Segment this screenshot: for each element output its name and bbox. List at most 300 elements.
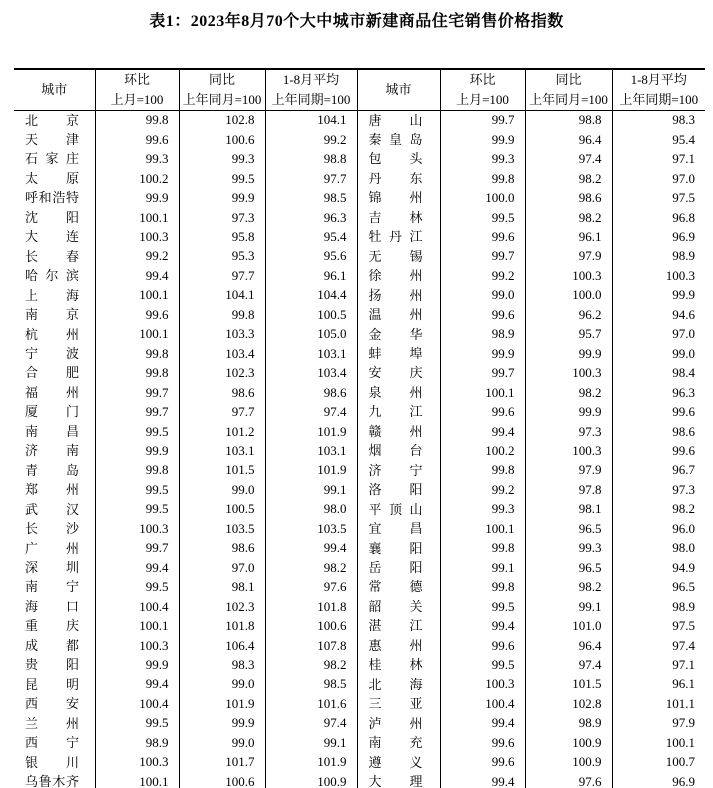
mom-value-cell: 99.6 (440, 734, 525, 753)
yoy-value-cell: 101.2 (179, 422, 265, 441)
yoy-value-cell: 103.3 (179, 325, 265, 344)
yoy-value-cell: 97.4 (525, 150, 612, 169)
avg-value-cell: 98.6 (265, 383, 357, 402)
mom-value-cell: 99.3 (440, 500, 525, 519)
city-name: 扬州 (368, 287, 423, 303)
mom-value-cell: 99.4 (95, 558, 179, 577)
city-cell (14, 383, 95, 402)
yoy-value-cell: 98.2 (525, 383, 612, 402)
avg-value-cell: 99.0 (672, 345, 695, 361)
table-title: 表1：2023年8月70个大中城市新建商品住宅销售价格指数 (149, 13, 564, 30)
avg-value-cell: 97.0 (672, 170, 695, 186)
table-header (14, 69, 705, 111)
avg-value-cell: 98.2 (265, 656, 357, 675)
table-row (14, 753, 705, 772)
table-row (14, 636, 705, 655)
city-cell (14, 130, 95, 149)
table-row (14, 306, 705, 325)
avg-value-cell: 103.5 (265, 520, 357, 539)
city-cell (357, 364, 440, 383)
city-name: 重庆 (25, 618, 79, 634)
city-cell (357, 675, 440, 694)
city-name: 长沙 (25, 521, 79, 537)
avg-value-cell: 96.3 (672, 384, 695, 400)
avg-value-cell: 99.2 (265, 130, 357, 149)
yoy-value-cell: 97.9 (525, 461, 612, 480)
city-name: 长春 (25, 248, 79, 264)
yoy-value-cell: 99.9 (525, 403, 612, 422)
city-cell (357, 772, 440, 788)
city-name: 贵阳 (25, 657, 79, 673)
table-row (14, 442, 705, 461)
avg-value-cell: 95.4 (265, 228, 357, 247)
col-header-mom-left: 环比 (95, 69, 179, 90)
city-name: 太原 (25, 170, 79, 186)
mom-value-cell: 99.7 (95, 539, 179, 558)
city-cell (357, 403, 440, 422)
city-name: 青岛 (25, 462, 79, 478)
mom-value-cell: 99.4 (440, 772, 525, 788)
avg-value-cell: 97.5 (672, 618, 695, 634)
city-cell (357, 130, 440, 149)
col-header-mom-right: 环比 (440, 69, 525, 90)
yoy-value-cell: 102.3 (179, 364, 265, 383)
col-header-city-right: 城市 (357, 69, 440, 111)
city-cell (357, 247, 440, 266)
avg-value-cell: 100.7 (665, 754, 695, 770)
yoy-value-cell: 102.8 (179, 111, 265, 131)
avg-value-cell: 98.0 (265, 500, 357, 519)
yoy-value-cell: 97.3 (525, 422, 612, 441)
yoy-value-cell: 100.3 (525, 364, 612, 383)
mom-value-cell: 100.3 (95, 753, 179, 772)
yoy-value-cell: 97.8 (525, 481, 612, 500)
mom-value-cell: 99.8 (440, 539, 525, 558)
yoy-value-cell: 100.3 (525, 442, 612, 461)
yoy-value-cell: 100.6 (179, 130, 265, 149)
city-cell (14, 364, 95, 383)
city-name: 牡丹江 (368, 229, 423, 245)
table-row (14, 325, 705, 344)
avg-value-cell: 96.7 (672, 462, 695, 478)
avg-value-cell: 105.0 (265, 325, 357, 344)
city-cell (14, 675, 95, 694)
yoy-value-cell: 99.3 (179, 150, 265, 169)
city-name: 南充 (368, 735, 423, 751)
city-name: 泸州 (368, 715, 423, 731)
yoy-value-cell: 98.3 (179, 656, 265, 675)
yoy-value-cell: 101.9 (179, 695, 265, 714)
mom-value-cell: 99.5 (440, 656, 525, 675)
table-row (14, 617, 705, 636)
yoy-value-cell: 98.1 (179, 578, 265, 597)
avg-value-cell: 98.9 (672, 248, 695, 264)
city-cell (14, 597, 95, 616)
city-name: 常德 (368, 579, 423, 595)
avg-value-cell: 97.7 (265, 169, 357, 188)
table-row (14, 286, 705, 305)
avg-value-cell: 101.9 (265, 422, 357, 441)
avg-value-cell: 95.6 (265, 247, 357, 266)
yoy-value-cell: 98.1 (525, 500, 612, 519)
mom-value-cell: 99.6 (440, 753, 525, 772)
table-row (14, 520, 705, 539)
city-name: 成都 (25, 637, 79, 653)
yoy-value-cell: 97.0 (179, 558, 265, 577)
yoy-value-cell: 100.3 (525, 267, 612, 286)
city-cell (14, 636, 95, 655)
yoy-value-cell: 101.5 (179, 461, 265, 480)
yoy-value-cell: 96.5 (525, 520, 612, 539)
city-name: 赣州 (368, 423, 423, 439)
yoy-value-cell: 95.7 (525, 325, 612, 344)
avg-value-cell: 98.4 (672, 365, 695, 381)
avg-value-cell: 101.1 (665, 695, 695, 711)
city-name: 泉州 (368, 384, 423, 400)
table-row (14, 675, 705, 694)
col-header-city-left: 城市 (14, 69, 95, 111)
city-name: 西宁 (25, 735, 79, 751)
mom-value-cell: 99.6 (440, 636, 525, 655)
city-cell (14, 520, 95, 539)
city-cell (357, 636, 440, 655)
city-cell (357, 539, 440, 558)
city-cell (14, 344, 95, 363)
yoy-value-cell: 99.9 (179, 714, 265, 733)
avg-value-cell: 97.4 (265, 714, 357, 733)
avg-value-cell: 101.9 (265, 753, 357, 772)
avg-value-cell: 101.9 (265, 461, 357, 480)
city-cell (357, 325, 440, 344)
city-name: 南昌 (25, 423, 79, 439)
mom-value-cell: 99.7 (95, 403, 179, 422)
mom-value-cell: 99.7 (440, 364, 525, 383)
table-row (14, 344, 705, 363)
avg-value-cell: 97.6 (265, 578, 357, 597)
city-name: 郑州 (25, 482, 79, 498)
mom-value-cell: 99.6 (440, 228, 525, 247)
yoy-value-cell: 99.8 (179, 306, 265, 325)
mom-value-cell: 99.1 (440, 558, 525, 577)
mom-value-cell: 100.1 (95, 286, 179, 305)
city-cell (14, 150, 95, 169)
yoy-value-cell: 99.9 (525, 344, 612, 363)
table-row (14, 364, 705, 383)
yoy-value-cell: 101.0 (525, 617, 612, 636)
yoy-value-cell: 103.5 (179, 520, 265, 539)
city-name: 福州 (25, 384, 79, 400)
city-name: 遵义 (368, 754, 423, 770)
city-cell (357, 461, 440, 480)
mom-value-cell: 99.7 (440, 111, 525, 131)
avg-value-cell: 96.9 (672, 228, 695, 244)
avg-value-cell: 97.1 (672, 656, 695, 672)
mom-value-cell: 99.9 (95, 656, 179, 675)
avg-value-cell: 99.6 (672, 404, 695, 420)
table-row (14, 558, 705, 577)
city-name: 沈阳 (25, 209, 79, 225)
yoy-value-cell: 96.2 (525, 306, 612, 325)
avg-value-cell: 97.3 (672, 481, 695, 497)
city-cell (14, 481, 95, 500)
yoy-value-cell: 104.1 (179, 286, 265, 305)
city-cell (14, 189, 95, 208)
yoy-value-cell: 95.8 (179, 228, 265, 247)
table-row (14, 695, 705, 714)
city-cell (357, 520, 440, 539)
city-name: 唐山 (368, 112, 423, 128)
mom-value-cell: 99.5 (95, 481, 179, 500)
yoy-value-cell: 102.3 (179, 597, 265, 616)
avg-value-cell: 97.0 (672, 326, 695, 342)
city-name: 合肥 (25, 365, 79, 381)
city-name: 洛阳 (368, 482, 423, 498)
city-name: 安庆 (368, 365, 423, 381)
city-cell (14, 442, 95, 461)
yoy-value-cell: 97.4 (525, 656, 612, 675)
city-cell (14, 558, 95, 577)
avg-value-cell: 101.8 (265, 597, 357, 616)
city-name: 武汉 (25, 501, 79, 517)
avg-value-cell: 96.3 (265, 208, 357, 227)
avg-value-cell: 100.9 (265, 772, 357, 788)
avg-value-cell: 97.1 (672, 151, 695, 167)
mom-value-cell: 100.1 (95, 208, 179, 227)
yoy-value-cell: 98.2 (525, 578, 612, 597)
avg-value-cell: 94.9 (672, 559, 695, 575)
yoy-value-cell: 97.3 (179, 208, 265, 227)
table-row (14, 714, 705, 733)
mom-value-cell: 100.2 (440, 442, 525, 461)
table-row (14, 208, 705, 227)
city-cell (14, 656, 95, 675)
table-row (14, 169, 705, 188)
avg-value-cell: 97.9 (672, 715, 695, 731)
city-cell (14, 539, 95, 558)
city-name: 杭州 (25, 326, 79, 342)
avg-value-cell: 96.5 (672, 579, 695, 595)
table-row (14, 150, 705, 169)
mom-value-cell: 99.7 (440, 247, 525, 266)
mom-value-cell: 98.9 (440, 325, 525, 344)
table-row (14, 383, 705, 402)
mom-value-cell: 99.7 (95, 383, 179, 402)
yoy-value-cell: 96.4 (525, 130, 612, 149)
col-header-avg-right: 1-8月平均 (630, 72, 687, 87)
mom-value-cell: 100.3 (95, 636, 179, 655)
city-cell (14, 617, 95, 636)
mom-value-cell: 99.8 (95, 344, 179, 363)
yoy-value-cell: 100.0 (525, 286, 612, 305)
col-header-avg-left: 1-8月平均 (265, 69, 357, 90)
mom-value-cell: 100.1 (440, 520, 525, 539)
city-name: 吉林 (368, 209, 423, 225)
city-cell (14, 500, 95, 519)
col-subheader-avg-base-right: 上年同期=100 (612, 90, 705, 111)
city-cell (357, 753, 440, 772)
mom-value-cell: 100.3 (95, 520, 179, 539)
city-cell (14, 461, 95, 480)
mom-value-cell: 99.4 (440, 617, 525, 636)
mom-value-cell: 99.8 (440, 461, 525, 480)
avg-value-cell: 96.9 (672, 773, 695, 788)
mom-value-cell: 100.4 (95, 597, 179, 616)
avg-value-cell: 98.3 (672, 112, 695, 128)
mom-value-cell: 99.4 (440, 422, 525, 441)
avg-value-cell: 104.1 (265, 111, 357, 131)
mom-value-cell: 99.8 (440, 169, 525, 188)
city-cell (14, 169, 95, 188)
city-cell (357, 267, 440, 286)
avg-value-cell: 103.1 (265, 344, 357, 363)
city-name: 宜昌 (368, 521, 423, 537)
city-name: 无锡 (368, 248, 423, 264)
yoy-value-cell: 106.4 (179, 636, 265, 655)
table-row (14, 247, 705, 266)
yoy-value-cell: 97.6 (525, 772, 612, 788)
city-name: 平顶山 (368, 501, 423, 517)
avg-value-cell: 96.1 (672, 676, 695, 692)
mom-value-cell: 99.4 (440, 714, 525, 733)
yoy-value-cell: 96.5 (525, 558, 612, 577)
mom-value-cell: 100.3 (440, 675, 525, 694)
yoy-value-cell: 101.7 (179, 753, 265, 772)
mom-value-cell: 99.9 (95, 189, 179, 208)
mom-value-cell: 98.9 (95, 734, 179, 753)
city-cell (14, 306, 95, 325)
yoy-value-cell: 99.5 (179, 169, 265, 188)
city-name: 桂林 (368, 657, 423, 673)
mom-value-cell: 99.8 (95, 461, 179, 480)
avg-value-cell: 96.1 (265, 267, 357, 286)
avg-value-cell: 95.4 (672, 131, 695, 147)
yoy-value-cell: 103.1 (179, 442, 265, 461)
yoy-value-cell: 103.4 (179, 344, 265, 363)
table-row (14, 656, 705, 675)
table-row (14, 481, 705, 500)
mom-value-cell: 99.9 (440, 130, 525, 149)
yoy-value-cell: 99.9 (179, 189, 265, 208)
yoy-value-cell: 98.8 (525, 111, 612, 131)
table-row (14, 539, 705, 558)
city-name: 蚌埠 (368, 346, 423, 361)
mom-value-cell: 99.5 (95, 500, 179, 519)
mom-value-cell: 99.3 (95, 150, 179, 169)
city-cell (357, 111, 440, 131)
city-name: 海口 (25, 598, 79, 614)
city-cell (357, 558, 440, 577)
city-cell (357, 189, 440, 208)
table-row (14, 734, 705, 753)
mom-value-cell: 99.3 (440, 150, 525, 169)
mom-value-cell: 100.1 (95, 325, 179, 344)
mom-value-cell: 100.0 (440, 189, 525, 208)
city-cell (357, 228, 440, 247)
city-name: 包头 (368, 151, 423, 167)
city-name: 厦门 (25, 404, 79, 420)
city-cell (14, 714, 95, 733)
table-row (14, 500, 705, 519)
mom-value-cell: 99.6 (440, 306, 525, 325)
city-cell (357, 422, 440, 441)
yoy-value-cell: 102.8 (525, 695, 612, 714)
table-row (14, 578, 705, 597)
mom-value-cell: 100.1 (95, 772, 179, 788)
city-cell (357, 734, 440, 753)
table-row (14, 189, 705, 208)
table-row (14, 228, 705, 247)
city-name: 锦州 (368, 190, 423, 206)
mom-value-cell: 99.8 (95, 111, 179, 131)
yoy-value-cell: 95.3 (179, 247, 265, 266)
avg-value-cell: 104.4 (265, 286, 357, 305)
mom-value-cell: 100.1 (440, 383, 525, 402)
yoy-value-cell: 100.5 (179, 500, 265, 519)
city-name: 哈尔滨 (25, 268, 79, 284)
city-cell (14, 111, 95, 131)
table-row (14, 403, 705, 422)
mom-value-cell: 99.6 (440, 403, 525, 422)
avg-value-cell: 98.8 (265, 150, 357, 169)
yoy-value-cell: 98.9 (525, 714, 612, 733)
avg-value-cell: 100.3 (665, 267, 695, 283)
city-name: 昆明 (25, 676, 79, 692)
avg-value-cell: 97.4 (672, 637, 695, 653)
mom-value-cell: 99.5 (95, 714, 179, 733)
yoy-value-cell: 100.9 (525, 753, 612, 772)
city-cell (14, 208, 95, 227)
mom-value-cell: 99.0 (440, 286, 525, 305)
yoy-value-cell: 99.0 (179, 734, 265, 753)
table-row (14, 422, 705, 441)
city-cell (14, 753, 95, 772)
city-name: 徐州 (368, 268, 423, 284)
col-subheader-yoy-base-right: 上年同月=100 (525, 90, 612, 111)
mom-value-cell: 99.5 (95, 578, 179, 597)
yoy-value-cell: 96.4 (525, 636, 612, 655)
city-name: 济南 (25, 443, 79, 459)
yoy-value-cell: 97.9 (525, 247, 612, 266)
mom-value-cell: 99.5 (95, 422, 179, 441)
avg-value-cell: 100.6 (265, 617, 357, 636)
city-cell (357, 695, 440, 714)
city-name: 韶关 (368, 598, 423, 614)
table-body (14, 111, 705, 788)
city-cell (14, 403, 95, 422)
city-cell (357, 578, 440, 597)
avg-value-cell: 100.1 (665, 734, 695, 750)
avg-value-cell: 98.6 (672, 423, 695, 439)
city-cell (14, 325, 95, 344)
avg-value-cell: 97.4 (265, 403, 357, 422)
mom-value-cell: 99.9 (95, 442, 179, 461)
city-name: 北京 (25, 112, 79, 128)
city-name: 金华 (368, 326, 423, 342)
mom-value-cell: 99.6 (95, 306, 179, 325)
price-index-table (14, 68, 705, 788)
city-cell (14, 734, 95, 753)
yoy-value-cell: 97.7 (179, 403, 265, 422)
city-name: 天津 (25, 132, 79, 148)
city-cell (14, 695, 95, 714)
city-cell (14, 772, 95, 788)
city-cell (357, 306, 440, 325)
avg-value-cell: 98.2 (672, 501, 695, 517)
city-name: 北海 (368, 676, 423, 692)
city-name: 秦皇岛 (368, 132, 423, 148)
avg-value-cell: 100.5 (265, 306, 357, 325)
city-name: 惠州 (368, 637, 423, 653)
